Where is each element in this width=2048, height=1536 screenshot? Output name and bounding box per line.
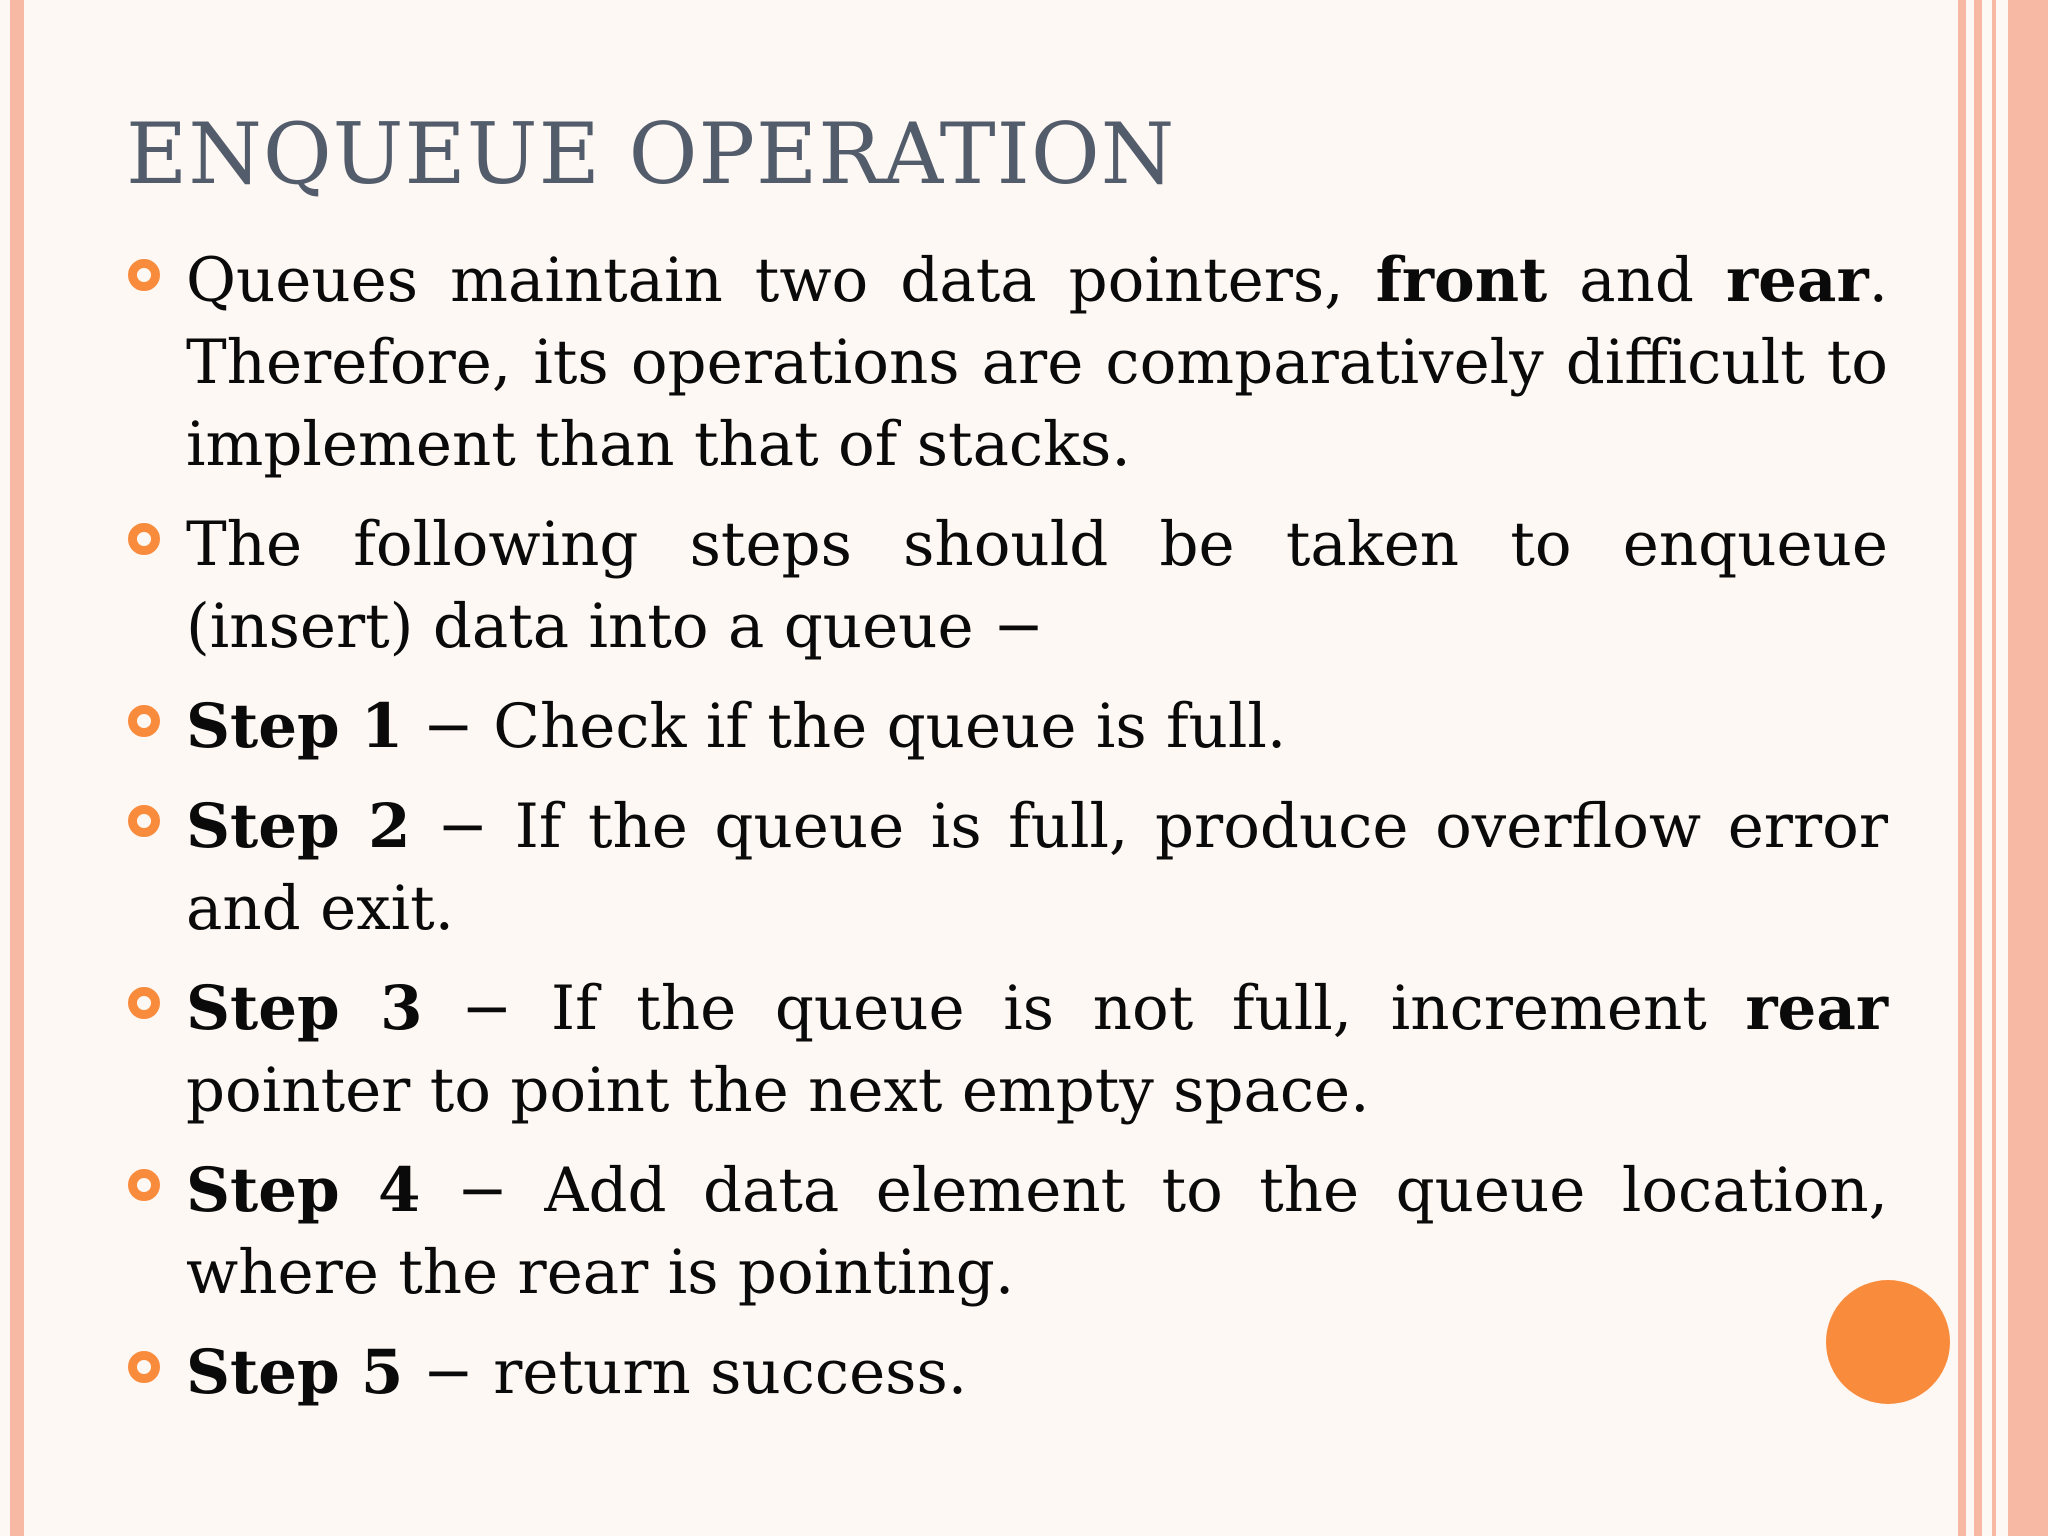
bullet-text: − Add data element to the queue location, where the rear is pointing. <box>186 1155 1889 1308</box>
slide-title: ENQUEUE OPERATION <box>126 105 1176 203</box>
bullet-item <box>126 968 1888 1132</box>
bullet-ring-icon <box>128 805 160 837</box>
bullet-text: The following steps should be taken to enqueue (insert) data into a queue − <box>186 509 1888 662</box>
bullet-bold-text: rear <box>1725 245 1869 316</box>
bullet-item <box>126 504 1888 668</box>
bullet-ring-icon <box>128 1351 160 1383</box>
bullet-bold-text: Step 4 <box>186 1155 421 1226</box>
bullet-text: pointer to point the next empty space. <box>186 1055 1370 1126</box>
bullet-ring-icon <box>128 705 160 737</box>
bullet-text: . Therefore, its operations are comparatively difficult to implement than that of stacks. <box>186 245 1888 480</box>
bullet-ring-icon <box>128 523 160 555</box>
bullet-list <box>126 240 1888 1432</box>
bullet-text: Queues maintain two data pointers, <box>186 245 1376 316</box>
bullet-text: and <box>1547 245 1726 316</box>
bullet-item <box>126 1150 1888 1314</box>
bullet-bold-text: Step 5 <box>186 1337 404 1408</box>
bullet-item <box>126 240 1888 486</box>
right-border-stripe-1 <box>1958 0 1966 1536</box>
bullet-bold-text: front <box>1375 245 1548 316</box>
bullet-text: − return success. <box>403 1337 968 1408</box>
bullet-bold-text: Step 2 <box>186 791 411 862</box>
decorative-circle <box>1826 1280 1950 1404</box>
bullet-ring-icon <box>128 987 160 1019</box>
right-border-stripe-2 <box>1974 0 1982 1536</box>
bullet-item <box>126 686 1888 768</box>
bullet-bold-text: Step 1 <box>186 691 404 762</box>
bullet-item <box>126 1332 1888 1414</box>
bullet-ring-icon <box>128 259 160 291</box>
bullet-text: − If the queue is full, produce overflow error and exit. <box>186 791 1889 944</box>
bullet-ring-icon <box>128 1169 160 1201</box>
right-border-stripe-4 <box>2008 0 2048 1536</box>
bullet-item <box>126 786 1888 950</box>
bullet-text: − If the queue is not full, increment <box>422 973 1746 1044</box>
bullet-bold-text: rear <box>1745 973 1889 1044</box>
right-border-stripe-3 <box>1992 0 1996 1536</box>
bullet-bold-text: Step 3 <box>186 973 423 1044</box>
left-border-stripe <box>10 0 24 1536</box>
bullet-text: − Check if the queue is full. <box>403 691 1287 762</box>
